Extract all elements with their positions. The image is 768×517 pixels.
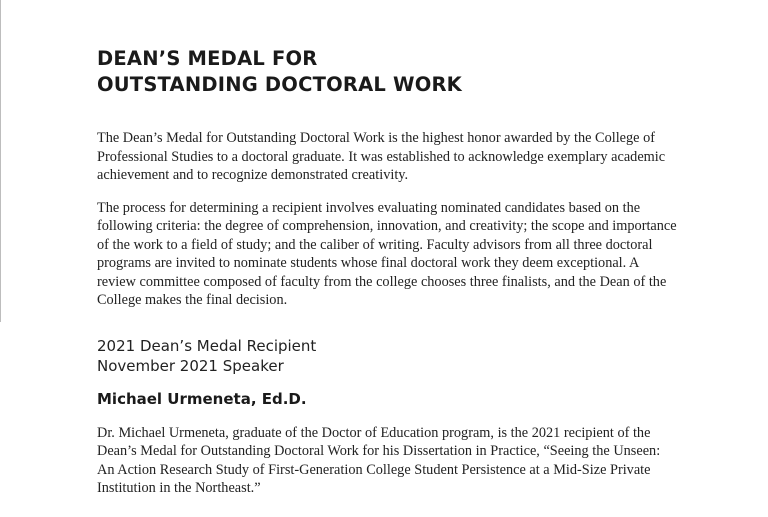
recipient-name: Michael Urmeneta, Ed.D. — [97, 389, 307, 408]
left-border-line — [0, 0, 1, 322]
recipient-label-line-1: 2021 Dean’s Medal Recipient — [97, 336, 317, 355]
page-title-line-1: DEAN’S MEDAL FOR — [97, 47, 318, 70]
recipient-description: Dr. Michael Urmeneta, graduate of the Doctor of Education program, is the 2021 recipient of the Dean’s Medal for Outstanding Doctoral Work for his Dissertation in Practice, “Seeing the Unseen: An Action Research Study of First-Generation College Student Persistence at a Mid-Size Private Institution in the Northeast.” — [97, 424, 661, 496]
page-title — [97, 46, 677, 98]
intro-paragraph: The Dean’s Medal for Outstanding Doctoral Work is the highest honor awarded by the College of Professional Studies to a doctoral graduate. It was established to acknowledge exemplary academic achievement and to recognize demonstrated creativity. — [97, 130, 666, 183]
recipient-label — [97, 336, 677, 376]
recipient-label-line-2: November 2021 Speaker — [97, 356, 284, 375]
process-paragraph: The process for determining a recipient involves evaluating nominated candidates based on the following criteria: the degree of comprehension, innovation, and creativity; the scope and importance of the work to a field of study; and the caliber of writing. Faculty advisors from all three doctoral programs are invited to nominate students whose final doctoral work they deem exceptional. A review committee composed of faculty from the college chooses three finalists, and the Dean of the College makes the final decision. — [97, 199, 677, 308]
main-content — [97, 46, 677, 498]
page-title-line-2: OUTSTANDING DOCTORAL WORK — [97, 73, 462, 96]
